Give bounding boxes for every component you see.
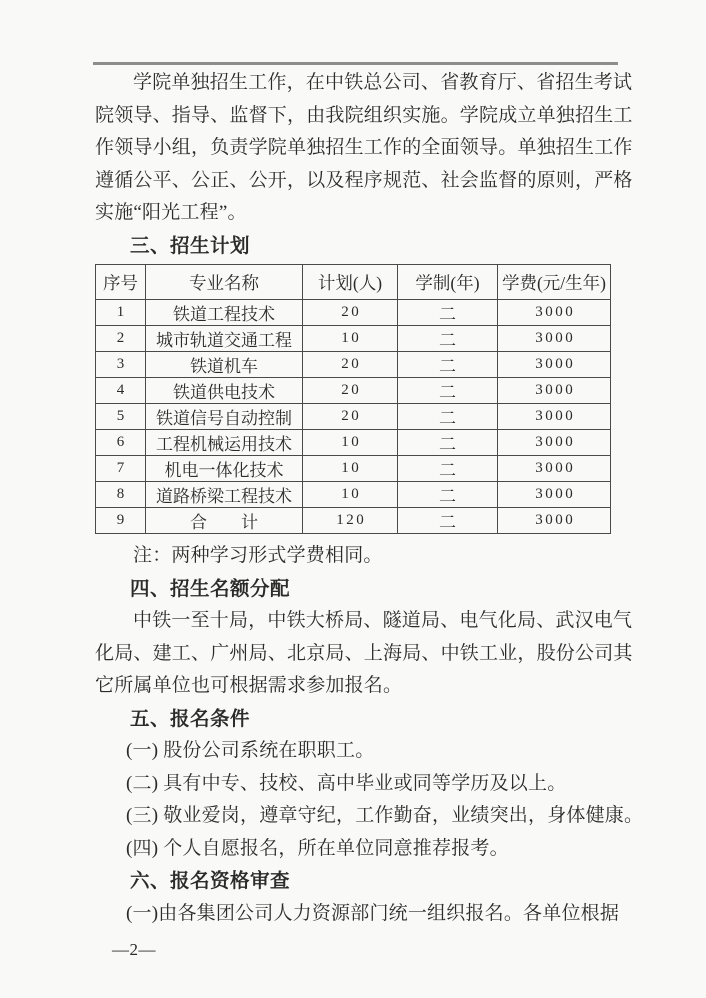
cell-years: 二 [398,508,498,534]
cell-years: 二 [398,378,498,404]
section5-item: (一) 股份公司系统在职职工。 [126,740,375,761]
section3-heading: 三、招生计划 [130,234,251,257]
cell-major: 工程机械运用技术 [146,430,303,456]
cell-fee: 3000 [498,508,611,534]
intro-paragraph [95,67,633,230]
cell-major: 城市轨道交通工程 [146,326,303,352]
cell-seq: 8 [96,482,146,508]
section4-paragraph [95,605,633,703]
cell-plan: 20 [303,378,398,404]
cell-years: 二 [398,352,498,378]
cell-seq: 4 [96,378,146,404]
section4-line: 化局、建工、广州局、北京局、上海局、中铁工业，股份公司其 [95,642,633,664]
section6-heading: 六、报名资格审查 [130,870,291,892]
cell-plan: 20 [303,404,398,430]
cell-fee: 3000 [498,300,611,326]
table-row [96,430,611,456]
cell-fee: 3000 [498,456,611,482]
header-major: 专业名称 [146,265,303,300]
table-row [96,300,611,326]
cell-years: 二 [398,404,498,430]
cell-seq: 1 [96,300,146,326]
cell-seq: 2 [96,326,146,352]
cell-seq: 6 [96,430,146,456]
table-row [96,378,611,404]
intro-line: 实施“阳光工程”。 [95,202,247,223]
table-row [96,326,611,352]
cell-major: 道路桥梁工程技术 [146,482,303,508]
section5-items [95,735,644,865]
cell-fee: 3000 [498,404,611,430]
cell-major: 铁道供电技术 [146,378,303,404]
section6-item: (一)由各集团公司人力资源部门统一组织报名。各单位根据 [126,902,620,924]
section5-item: (四) 个人自愿报名，所在单位同意推荐报考。 [126,837,509,859]
section4-heading: 四、招生名额分配 [130,577,291,600]
cell-major: 铁道信号自动控制 [146,404,303,430]
cell-plan: 10 [303,430,398,456]
cell-seq: 5 [96,404,146,430]
header-fee: 学费(元/生年) [498,265,611,300]
section6-items [95,898,622,931]
table-row [96,404,611,430]
header-seq: 序号 [96,265,146,300]
table-row [96,352,611,378]
cell-years: 二 [398,300,498,326]
section5-heading: 五、报名条件 [130,707,251,730]
intro-line: 遵循公平、公正、公开，以及程序规范、社会监督的原则，严格 [95,169,633,191]
cell-seq: 9 [96,508,146,534]
cell-plan: 10 [303,456,398,482]
cell-seq: 7 [96,456,146,482]
table-row [96,456,611,482]
section4-line: 中铁一至十局，中铁大桥局、隧道局、电气化局、武汉电气 [133,610,633,631]
cell-major: 铁道工程技术 [146,300,303,326]
cell-years: 二 [398,456,498,482]
cell-fee: 3000 [498,430,611,456]
section5-item: (三) 敬业爱岗，遵章守纪，工作勤奋，业绩突出，身体健康。 [126,805,644,826]
table-note: 注：两种学习形式学费相同。 [133,545,383,566]
table-row [96,482,611,508]
cell-plan: 20 [303,300,398,326]
header-plan: 计划(人) [303,265,398,300]
cell-years: 二 [398,430,498,456]
section5-item: (二) 具有中专、技校、高中毕业或同等学历及以上。 [126,772,567,794]
cell-plan: 10 [303,326,398,352]
cell-major: 铁道机车 [146,352,303,378]
header-rule [93,62,618,65]
table-header-row [96,265,611,300]
page-number: —2— [112,940,156,959]
header-years: 学制(年) [398,265,498,300]
intro-line: 学院单独招生工作，在中铁总公司、省教育厅、省招生考试 [133,72,633,93]
cell-years: 二 [398,326,498,352]
cell-plan: 20 [303,352,398,378]
cell-major: 合 计 [146,508,303,534]
cell-fee: 3000 [498,482,611,508]
cell-major: 机电一体化技术 [146,456,303,482]
cell-plan: 120 [303,508,398,534]
section4-line: 它所属单位也可根据需求参加报名。 [95,675,403,696]
cell-seq: 3 [96,352,146,378]
enrollment-plan-table [95,264,611,534]
cell-fee: 3000 [498,378,611,404]
intro-line: 作领导小组，负责学院单独招生工作的全面领导。单独招生工作 [95,137,633,158]
cell-plan: 10 [303,482,398,508]
cell-fee: 3000 [498,352,611,378]
cell-years: 二 [398,482,498,508]
table-row-total [96,508,611,534]
intro-line: 院领导、指导、监督下，由我院组织实施。学院成立单独招生工 [95,104,633,126]
cell-fee: 3000 [498,326,611,352]
